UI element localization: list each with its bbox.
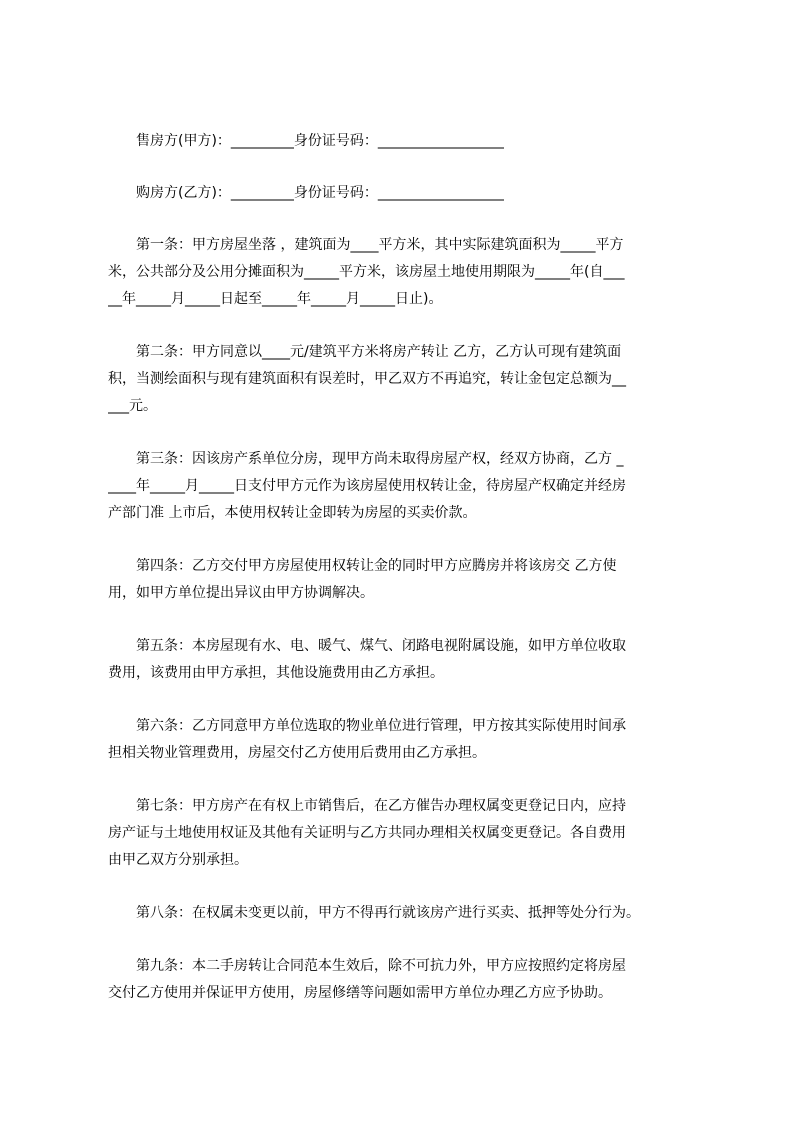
- article-7-line-1: 第七条：甲方房产在有权上市销售后，在乙方催告办理权属变更登记日内，应持: [136, 798, 626, 814]
- article-2-line-1: 第二条：甲方同意以____元/建筑平方米将房产转让 乙方，乙方认可现有建筑面: [136, 344, 622, 360]
- article-3-line-1: 第三条：因该房产系单位分房，现甲方尚未取得房屋产权，经双方协商，乙方 _: [136, 451, 624, 467]
- article-1-line-3: __年_____月_____日起至_____年_____月_____日止)。: [108, 291, 443, 307]
- article-5-line-2: 费用，该费用由甲方承担，其他设施费用由乙方承担。: [108, 665, 444, 681]
- article-6-line-2: 担相关物业管理费用，房屋交付乙方使用后费用由乙方承担。: [108, 745, 486, 761]
- article-3-line-3: 产部门准 上市后，本使用权转让金即转为房屋的买卖价款。: [108, 505, 477, 521]
- article-9-line-1: 第九条：本二手房转让合同范本生效后，除不可抗力外，甲方应按照约定将房屋: [136, 958, 626, 974]
- article-2-line-2: 积，当测绘面积与现有建筑面积有误差时，甲乙双方不再追究，转让金包定总额为__: [108, 371, 626, 387]
- article-7-line-3: 由甲乙双方分别承担。: [108, 852, 248, 868]
- buyer-line: 购房方(乙方)：_________身份证号码：__________________: [136, 185, 504, 201]
- article-4-line-2: 用，如甲方单位提出异议由甲方协调解决。: [108, 585, 374, 601]
- article-1-line-2: 米，公共部分及公用分摊面积为_____平方米，该房屋土地使用期限为_____年(自___: [108, 264, 625, 280]
- article-3-line-2: ____年_____月_____日支付甲方元作为该房屋使用权转让金，待房屋产权确定并经房: [108, 478, 626, 494]
- article-5-line-1: 第五条：本房屋现有水、电、暖气、煤气、闭路电视附属设施，如甲方单位收取: [136, 638, 626, 654]
- article-7-line-2: 房产证与土地使用权证及其他有关证明与乙方共同办理相关权属变更登记。各自费用: [108, 825, 626, 841]
- article-8-line-1: 第八条：在权属未变更以前，甲方不得再行就该房产进行买卖、抵押等处分行为。: [136, 905, 640, 921]
- article-9-line-2: 交付乙方使用并保证甲方使用，房屋修缮等问题如需甲方单位办理乙方应予协助。: [108, 985, 612, 1001]
- article-2-line-3: ___元。: [108, 398, 157, 414]
- seller-line: 售房方(甲方)：_________身份证号码：__________________: [136, 133, 504, 149]
- article-6-line-1: 第六条：乙方同意甲方单位选取的物业单位进行管理，甲方按其实际使用时间承: [136, 718, 626, 734]
- article-1-line-1: 第一条：甲方房屋坐落 ，建筑面为____平方米，其中实际建筑面积为_____平方: [136, 237, 624, 253]
- article-4-line-1: 第四条：乙方交付甲方房屋使用权转让金的同时甲方应腾房并将该房交 乙方使: [136, 558, 617, 574]
